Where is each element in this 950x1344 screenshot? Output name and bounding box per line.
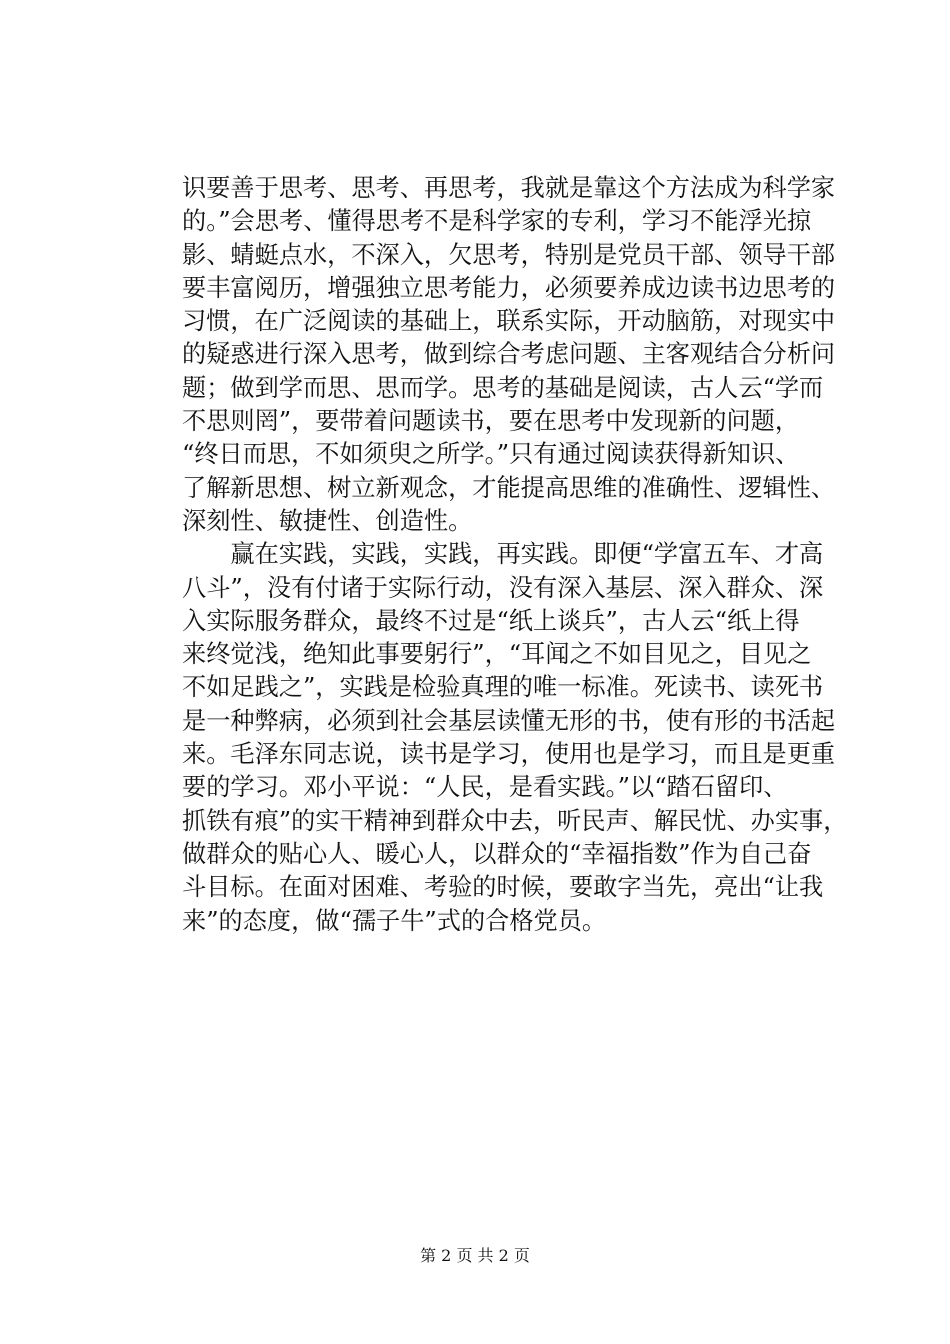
text-line: 深刻性、敏捷性、创造性。 (182, 506, 473, 535)
text-line: 来终觉浅，绝知此事要躬行”，“耳闻之不如目见之，目见之 (182, 640, 812, 669)
text-line: 影、蜻蜓点水，不深入，欠思考，特别是党员干部、领导干部 (182, 240, 836, 269)
text-line: 了解新思想、树立新观念，才能提高思维的准确性、逻辑性、 (182, 473, 836, 502)
page-number-label: 第 2 页 共 2 页 (420, 1246, 530, 1265)
text-line: 斗目标。在面对困难、考验的时候，要敢字当先，亮出“让我 (182, 873, 824, 902)
text-line: 的疑惑进行深入思考，做到综合考虑问题、主客观结合分析问 (182, 340, 836, 369)
text-line: 来。毛泽东同志说，读书是学习，使用也是学习，而且是更重 (182, 740, 836, 769)
text-line: 做群众的贴心人、暖心人，以群众的“幸福指数”作为自己奋 (182, 839, 812, 868)
text-line: 抓铁有痕”的实干精神到群众中去，听民声、解民忧、办实事， (182, 806, 848, 835)
text-line: 识要善于思考、思考、再思考，我就是靠这个方法成为科学家 (182, 174, 836, 202)
text-line: 八斗”，没有付诸于实际行动，没有深入基层、深入群众、深 (182, 573, 824, 602)
paragraph-start-line: 赢在实践，实践，实践，再实践。即便“学富五车、才高 (182, 540, 824, 569)
text-line: 题；做到学而思、思而学。思考的基础是阅读，古人云“学而 (182, 373, 824, 402)
text-line: “终日而思，不如须臾之所学。”只有通过阅读获得新知识、 (182, 440, 800, 469)
text-line: 不思则罔”，要带着问题读书，要在思考中发现新的问题， (182, 407, 800, 436)
text-line: 不如足践之”，实践是检验真理的唯一标准。死读书、读死书 (182, 673, 824, 702)
text-line: 习惯，在广泛阅读的基础上，联系实际，开动脑筋，对现实中 (182, 307, 836, 336)
text-line: 要丰富阅历，增强独立思考能力，必须要养成边读书边思考的 (182, 273, 836, 302)
text-line: 的。”会思考、懂得思考不是科学家的专利，学习不能浮光掠 (182, 207, 812, 236)
page-footer (0, 1243, 950, 1266)
text-line: 要的学习。邓小平说：“人民，是看实践。”以“踏石留印、 (182, 773, 788, 802)
text-line: 是一种弊病，必须到社会基层读懂无形的书，使有形的书活起 (182, 706, 836, 735)
text-line: 来”的态度，做“孺子牛”式的合格党员。 (182, 906, 607, 935)
text-line: 入实际服务群众，最终不过是“纸上谈兵”，古人云“纸上得 (182, 606, 800, 635)
body-text (182, 172, 848, 938)
